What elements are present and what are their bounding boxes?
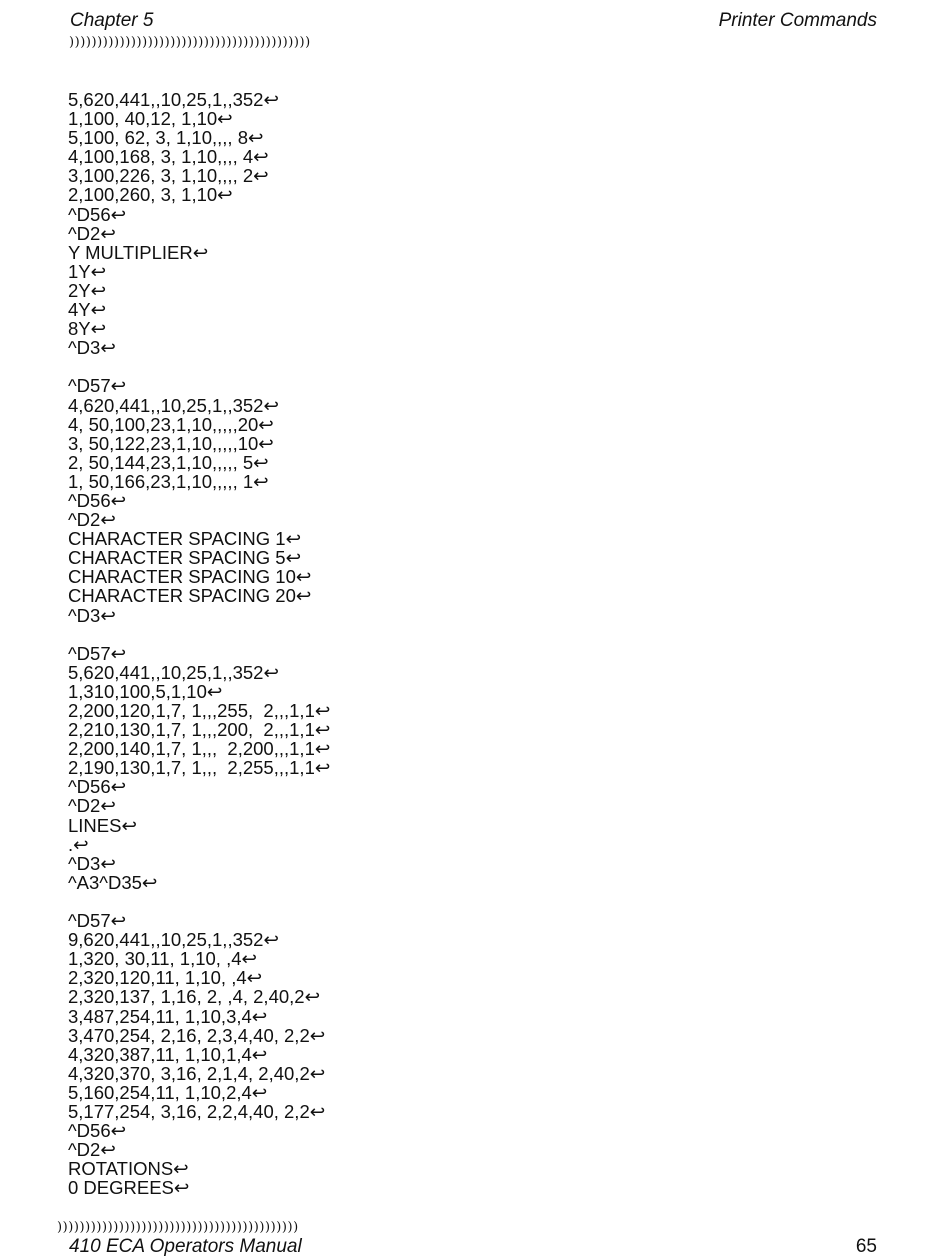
command-line: 4,320,370, 3,16, 2,1,4, 2,40,2↩ bbox=[68, 1062, 326, 1084]
command-line: CHARACTER SPACING 10↩ bbox=[68, 566, 312, 588]
command-line: ^D3↩ bbox=[68, 337, 116, 359]
command-line: ^A3^D35↩ bbox=[68, 871, 158, 893]
command-line: ^D3↩ bbox=[68, 852, 116, 874]
command-line: 4, 50,100,23,1,10,,,,,20↩ bbox=[68, 413, 274, 435]
command-line: 2Y↩ bbox=[68, 279, 107, 301]
command-line: 4,100,168, 3, 1,10,,,, 4↩ bbox=[68, 146, 269, 168]
command-line: 1,310,100,5,1,10↩ bbox=[68, 680, 223, 702]
blank-line bbox=[68, 625, 668, 644]
command-line: 5,160,254,11, 1,10,2,4↩ bbox=[68, 1081, 268, 1103]
blank-line bbox=[68, 357, 668, 376]
section-label: Printer Commands bbox=[718, 10, 877, 31]
command-line: 2,190,130,1,7, 1,,, 2,255,,,1,1↩ bbox=[68, 757, 331, 779]
command-line: ^D56↩ bbox=[68, 489, 127, 511]
command-line: 0 DEGREES↩ bbox=[68, 1177, 190, 1199]
command-line: 8Y↩ bbox=[68, 318, 107, 340]
command-listing bbox=[68, 90, 668, 1197]
command-line: 3,487,254,11, 1,10,3,4↩ bbox=[68, 1005, 268, 1027]
command-line: ^D57↩ bbox=[68, 642, 127, 664]
command-line: 1,100, 40,12, 1,10↩ bbox=[68, 108, 233, 130]
command-line: ^D2↩ bbox=[68, 222, 116, 244]
command-line: Y MULTIPLIER↩ bbox=[68, 241, 209, 263]
command-line: ^D2↩ bbox=[68, 509, 116, 531]
command-line: 1, 50,166,23,1,10,,,,, 1↩ bbox=[68, 470, 269, 492]
command-line: ^D56↩ bbox=[68, 1120, 127, 1142]
command-line: ^D57↩ bbox=[68, 375, 127, 397]
command-line: 5,177,254, 3,16, 2,2,4,40, 2,2↩ bbox=[68, 1100, 326, 1122]
command-line: ^D2↩ bbox=[68, 1139, 116, 1161]
command-line: 2, 50,144,23,1,10,,,,, 5↩ bbox=[68, 451, 269, 473]
command-line: ^D57↩ bbox=[68, 910, 127, 932]
command-line: 2,210,130,1,7, 1,,,200, 2,,,1,1↩ bbox=[68, 719, 331, 741]
header-rule: ))))))))))))))))))))))))))))))))))))))))))) bbox=[69, 35, 311, 50]
command-line: 5,100, 62, 3, 1,10,,,, 8↩ bbox=[68, 127, 264, 149]
command-line: CHARACTER SPACING 20↩ bbox=[68, 585, 312, 607]
command-line: 2,100,260, 3, 1,10↩ bbox=[68, 184, 233, 206]
command-line: ^D56↩ bbox=[68, 776, 127, 798]
command-line: 5,620,441,,10,25,1,,352↩ bbox=[68, 661, 279, 683]
command-line: 1Y↩ bbox=[68, 260, 107, 282]
command-line: 9,620,441,,10,25,1,,352↩ bbox=[68, 929, 279, 951]
command-line: LINES↩ bbox=[68, 814, 137, 836]
chapter-label: Chapter 5 bbox=[70, 10, 154, 31]
command-line: 1,320, 30,11, 1,10, ,4↩ bbox=[68, 948, 257, 970]
command-line: 3,100,226, 3, 1,10,,,, 2↩ bbox=[68, 165, 269, 187]
command-line: ^D3↩ bbox=[68, 604, 116, 626]
command-line: 2,320,137, 1,16, 2, ,4, 2,40,2↩ bbox=[68, 986, 321, 1008]
manual-title: 410 ECA Operators Manual bbox=[69, 1236, 302, 1257]
command-line: CHARACTER SPACING 1↩ bbox=[68, 528, 302, 550]
command-line: 2,320,120,11, 1,10, ,4↩ bbox=[68, 967, 263, 989]
page-number: 65 bbox=[855, 1236, 877, 1257]
command-line: 3, 50,122,23,1,10,,,,,10↩ bbox=[68, 432, 274, 454]
blank-line bbox=[68, 892, 668, 911]
footer-rule: ))))))))))))))))))))))))))))))))))))))))))) bbox=[57, 1220, 299, 1235]
command-line: 2,200,140,1,7, 1,,, 2,200,,,1,1↩ bbox=[68, 738, 331, 760]
command-line: 4Y↩ bbox=[68, 299, 107, 321]
command-line: 2,200,120,1,7, 1,,,255, 2,,,1,1↩ bbox=[68, 700, 331, 721]
command-line: 4,320,387,11, 1,10,1,4↩ bbox=[68, 1043, 268, 1065]
command-line: CHARACTER SPACING 5↩ bbox=[68, 547, 302, 569]
command-line: 5,620,441,,10,25,1,,352↩ bbox=[68, 89, 279, 110]
command-line: ^D56↩ bbox=[68, 203, 127, 225]
command-line: ROTATIONS↩ bbox=[68, 1158, 189, 1180]
command-line: .↩ bbox=[68, 833, 89, 855]
command-line: 3,470,254, 2,16, 2,3,4,40, 2,2↩ bbox=[68, 1024, 326, 1046]
command-line: 4,620,441,,10,25,1,,352↩ bbox=[68, 394, 279, 416]
command-line: ^D2↩ bbox=[68, 795, 116, 817]
